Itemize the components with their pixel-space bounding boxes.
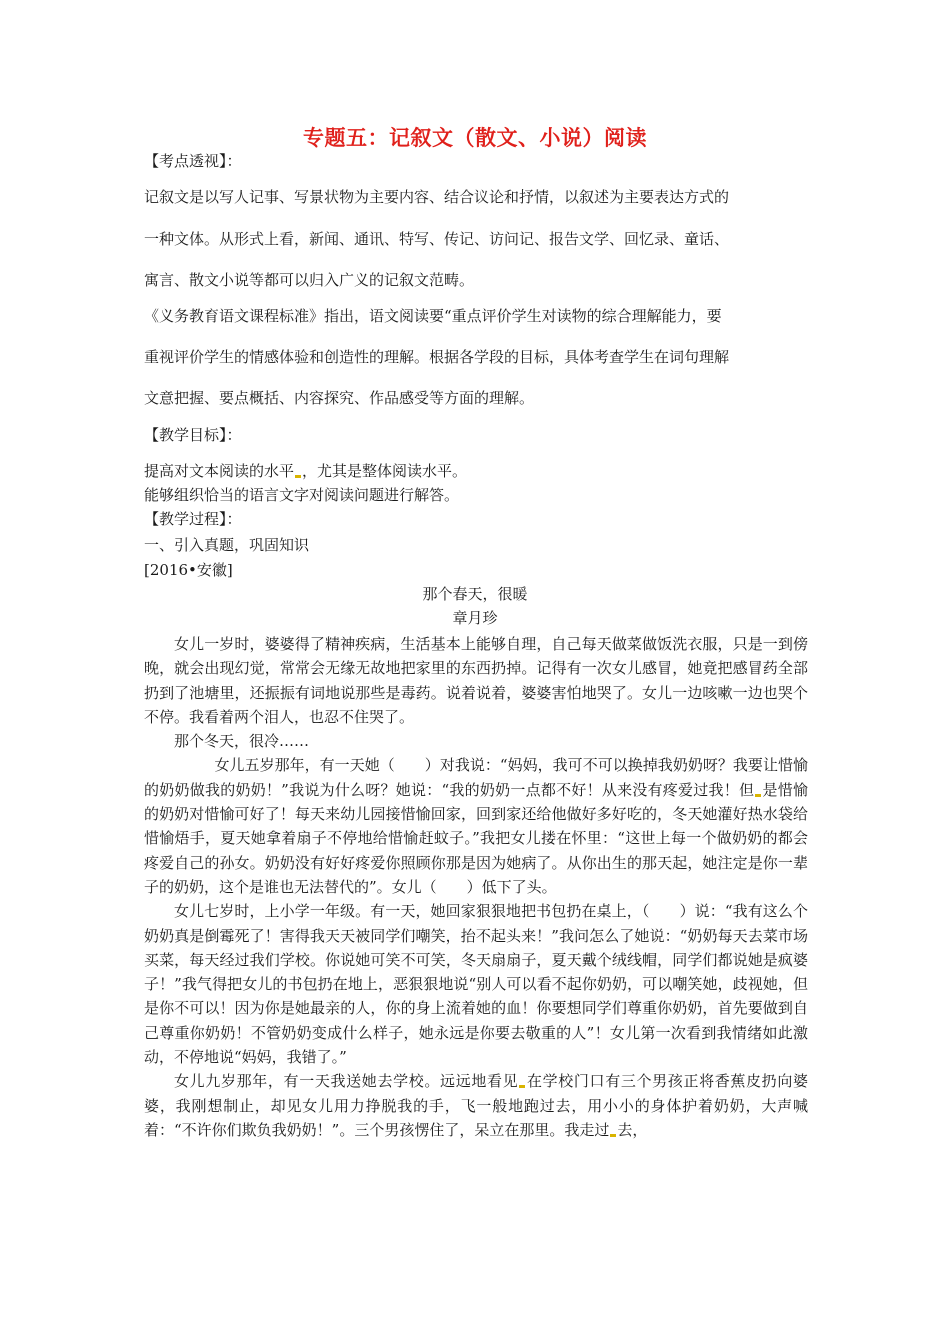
paragraph-text: 在学校门口有三个男孩正将香蕉皮扔向婆婆，我刚想制止，却见女儿用力挣脱我的手，飞一般地跑过去，用小小的身体护着奶奶，大声喊着：“不许你们欺负我奶奶！”。三个男孩愣住了，呆立在那里。我走过 (144, 1072, 808, 1139)
mubiao-line: 能够组织恰当的语言文字对阅读问题进行解答。 (144, 486, 460, 504)
edit-mark (755, 794, 761, 797)
paragraph-text: 是惜愉的奶奶对惜愉可好了！每天来幼儿园接惜愉回家，回到家还给他做好多好吃的，冬天她灌好热水袋给惜愉焐手，夏天她拿着扇子不停地给惜愉赶蚊子。”我把女儿搂在怀里：“这世上每一个做奶奶的都会疼爱自己的孙女。奶奶没有好好疼爱你照顾你那是因为她病了。从你出生的那天起，她注定是你一辈子的奶奶，这个是谁也无法替代的”。女儿（ ）低下了头。 (144, 780, 808, 896)
edit-mark (295, 475, 301, 478)
edit-mark (519, 1085, 525, 1088)
mubiao-heading: 【教学目标】： (144, 426, 242, 444)
mubiao-line (144, 461, 467, 481)
story-paragraph: 女儿七岁时，上小学一年级。有一天，她回家狠狠地把书包扔在桌上，（ ）说：“我有这么个奶奶真是倒霉死了！害得我天天被同学们嘲笑，抬不起头来！”我问怎么了她说：“奶奶每天去菜市场买菜，每天经过我们学校。你说她可笑不可笑，冬天扇扇子，夏天戴个绒线帽，同学们都说她是疯婆子！”我气得把女儿的书包扔在地上，恶狠狠地说“别人可以看不起你奶奶，可以嘲笑她，歧视她，但是你不可以！因为你是她最亲的人，你的身上流着她的血！你要想同学们尊重你奶奶，首先要做到自己尊重你奶奶！不管奶奶变成什么样子，她永远是你要去敬重的人”！女儿第一次看到我情绪如此激动，不停地说“妈妈，我错了。” (144, 902, 808, 1067)
paragraph-text: 去， (617, 1120, 648, 1139)
source-label: [2016•安徽] (144, 561, 233, 579)
kaodian-heading: 【考点透视】： (144, 152, 242, 170)
paragraph-text: 女儿五岁那年，有一天她（ ）对我说：“妈妈，我可不可以换掉我奶奶呀？我要让惜愉的奶奶做我的奶奶！”我说为什么呀？她说：“我的奶奶一点都不好！从来没有疼爱过我！但 (144, 756, 808, 799)
story-paragraph (144, 1069, 808, 1142)
story-title: 那个春天，很暖 (422, 585, 528, 603)
page-title: 专题五：记叙文（散文、小说）阅读 (303, 126, 647, 150)
kaodian-line: 《义务教育语文课程标准》指出，语文阅读要“重点评价学生对读物的综合理解能力，要 (144, 307, 722, 325)
story-paragraph: 那个冬天，很冷…… (174, 732, 310, 751)
edit-mark (610, 1134, 616, 1137)
paragraph-text: 女儿九岁那年，有一天我送她去学校。远远地看见 (174, 1072, 519, 1091)
guocheng-heading: 【教学过程】： (144, 510, 242, 528)
story-paragraph (144, 753, 808, 899)
story-body (144, 632, 808, 1142)
kaodian-line: 寓言、散文小说等都可以归入广义的记叙文范畴。 (144, 271, 475, 289)
kaodian-line: 文意把握、要点概括、内容探究、作品感受等方面的理解。 (144, 389, 535, 407)
story-paragraph: 女儿一岁时，婆婆得了精神疾病，生活基本上能够自理，自己每天做菜做饭洗衣服，只是一到傍晚，就会出现幻觉，常常会无缘无故地把家里的东西扔掉。记得有一次女儿感冒，她竟把感冒药全部扔到了池塘里，还振振有词地说那些是毒药。说着说着，婆婆害怕地哭了。女儿一边咳嗽一边也哭个不停。我看着两个泪人，也忍不住哭了。 (144, 635, 808, 726)
mubiao-text: 提高对文本阅读的水平 (144, 462, 295, 480)
mubiao-text: ，尤其是整体阅读水平。 (302, 462, 468, 480)
kaodian-line: 重视评价学生的情感体验和创造性的理解。根据各学段的目标，具体考查学生在词句理解 (144, 348, 730, 366)
kaodian-line: 记叙文是以写人记事、写景状物为主要内容、结合议论和抒情，以叙述为主要表达方式的 (144, 188, 730, 206)
step-heading: 一、引入真题，巩固知识 (144, 536, 310, 554)
kaodian-line: 一种文体。从形式上看，新闻、通讯、特写、传记、访问记、报告文学、回忆录、童话、 (144, 230, 730, 248)
story-author: 章月珍 (452, 609, 498, 627)
